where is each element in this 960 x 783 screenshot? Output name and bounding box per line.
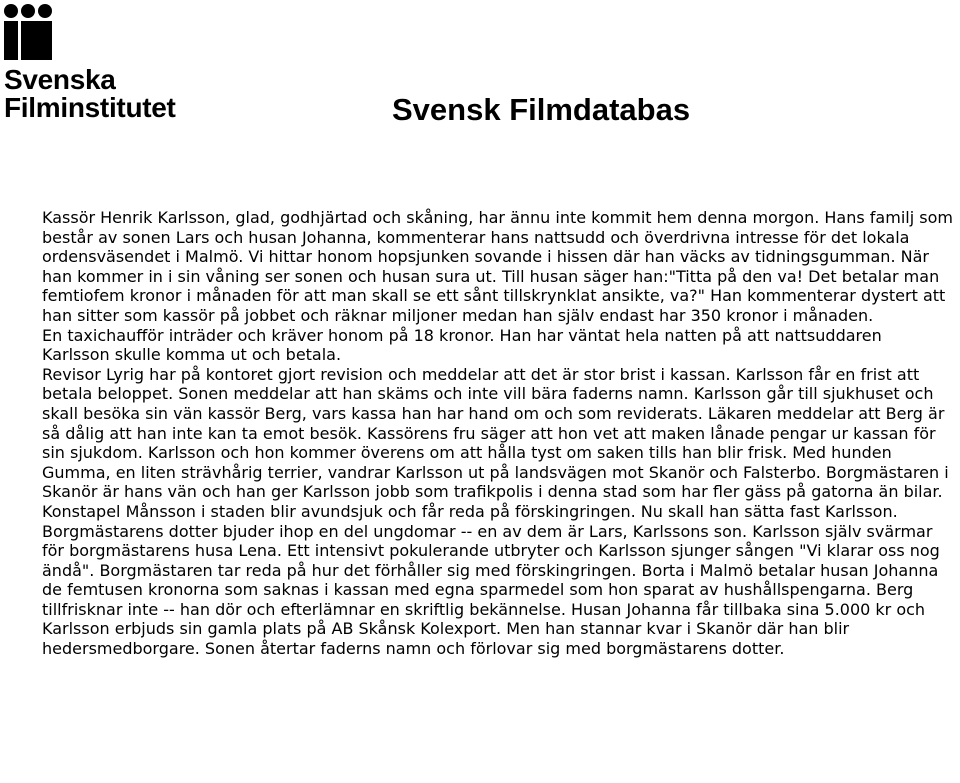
logo-block-icon [21,21,52,60]
logo-line-2: Filminstitutet [4,92,176,123]
logo-dot-icon [38,4,52,18]
logo-mark-icon [4,4,52,60]
synopsis-paragraph: Kassör Henrik Karlsson, glad, godhjärtad och skåning, har ännu inte kommit hem denna morgon. Hans familj som består av sonen Lars och husan Johanna, kommenterar hans nattsudd och överdrivna intresse för det lokala ordensväsendet i Malmö. Vi hittar honom hopsjunken sovande i hissen där han väcks av tidningsgumman. När han kommer in i sin våning ser sonen och husan sura ut. Till husan säger han:"Titta på den va! Det betalar man femtiofem kronor i månaden för att man skall se ett sånt tillskrynklat ansikte, va?" Han kommenterar dystert att han sitter som kassör på jobbet och räknar miljoner medan han själv endast har 350 kronor i månaden. [42,208,953,325]
svenska-filminstitutet-logo [4,4,204,124]
synopsis-text [42,208,954,659]
page-title: Svensk Filmdatabas [392,92,691,127]
logo-dot-icon [21,4,35,18]
logo-dot-icon [4,4,18,18]
logo-wordmark [4,66,176,122]
logo-bar-icon [4,21,18,60]
synopsis-paragraph: Revisor Lyrig har på kontoret gjort revision och meddelar att det är stor brist i kassan. Karlsson får en frist att betala beloppet. Sonen meddelar att han skäms och inte vill bära faderns namn. Karlsson går till sjukhuset och skall besöka sin vän kassör Berg, vars kassa han har hand om och som reviderats. Läkaren meddelar att Berg är så dålig att han inte kan ta emot besök. Kassörens fru säger att hon vet att maken lånade pengar ur kassan för sin sjukdom. Karlsson och hon kommer överens om att hålla tyst om saken tills han blir frisk. Med hunden Gumma, en liten strävhårig terrier, vandrar Karlsson ut på landsvägen mot Skanör och Falsterbo. Borgmästaren i Skanör är hans vän och han ger Karlsson jobb som trafikpolis i denna stad som har fler gäss på gatorna än bilar. Konstapel Månsson i staden blir avundsjuk och får reda på förskingringen. Nu skall han sätta fast Karlsson. Borgmästarens dotter bjuder ihop en del ungdomar -- en av dem är Lars, Karlssons son. Karlsson själv svärmar för borgmästarens husa Lena. Ett intensivt pokulerande utbryter och Karlsson sjunger sången "Vi klarar oss nog ändå". Borgmästaren tar reda på hur det förhåller sig med förskingringen. Borta i Malmö betalar husan Johanna de femtusen kronorna som saknas i kassan med egna sparmedel som hon sparat av hushållspengarna. Berg tillfrisknar inte -- han dör och efterlämnar en skriftlig bekännelse. Husan Johanna får tillbaka sina 5.000 kr och Karlsson erbjuds sin gamla plats på AB Skånsk Kolexport. Men han stannar kvar i Skanör där han blir hedersmedborgare. Sonen återtar faderns namn och förlovar sig med borgmästarens dotter. [42,364,949,659]
logo-line-1: Svenska [4,64,116,95]
synopsis-paragraph: En taxichaufför inträder och kräver honom på 18 kronor. Han har väntat hela natten på att nattsuddaren Karlsson skulle komma ut och betala. [42,325,882,365]
